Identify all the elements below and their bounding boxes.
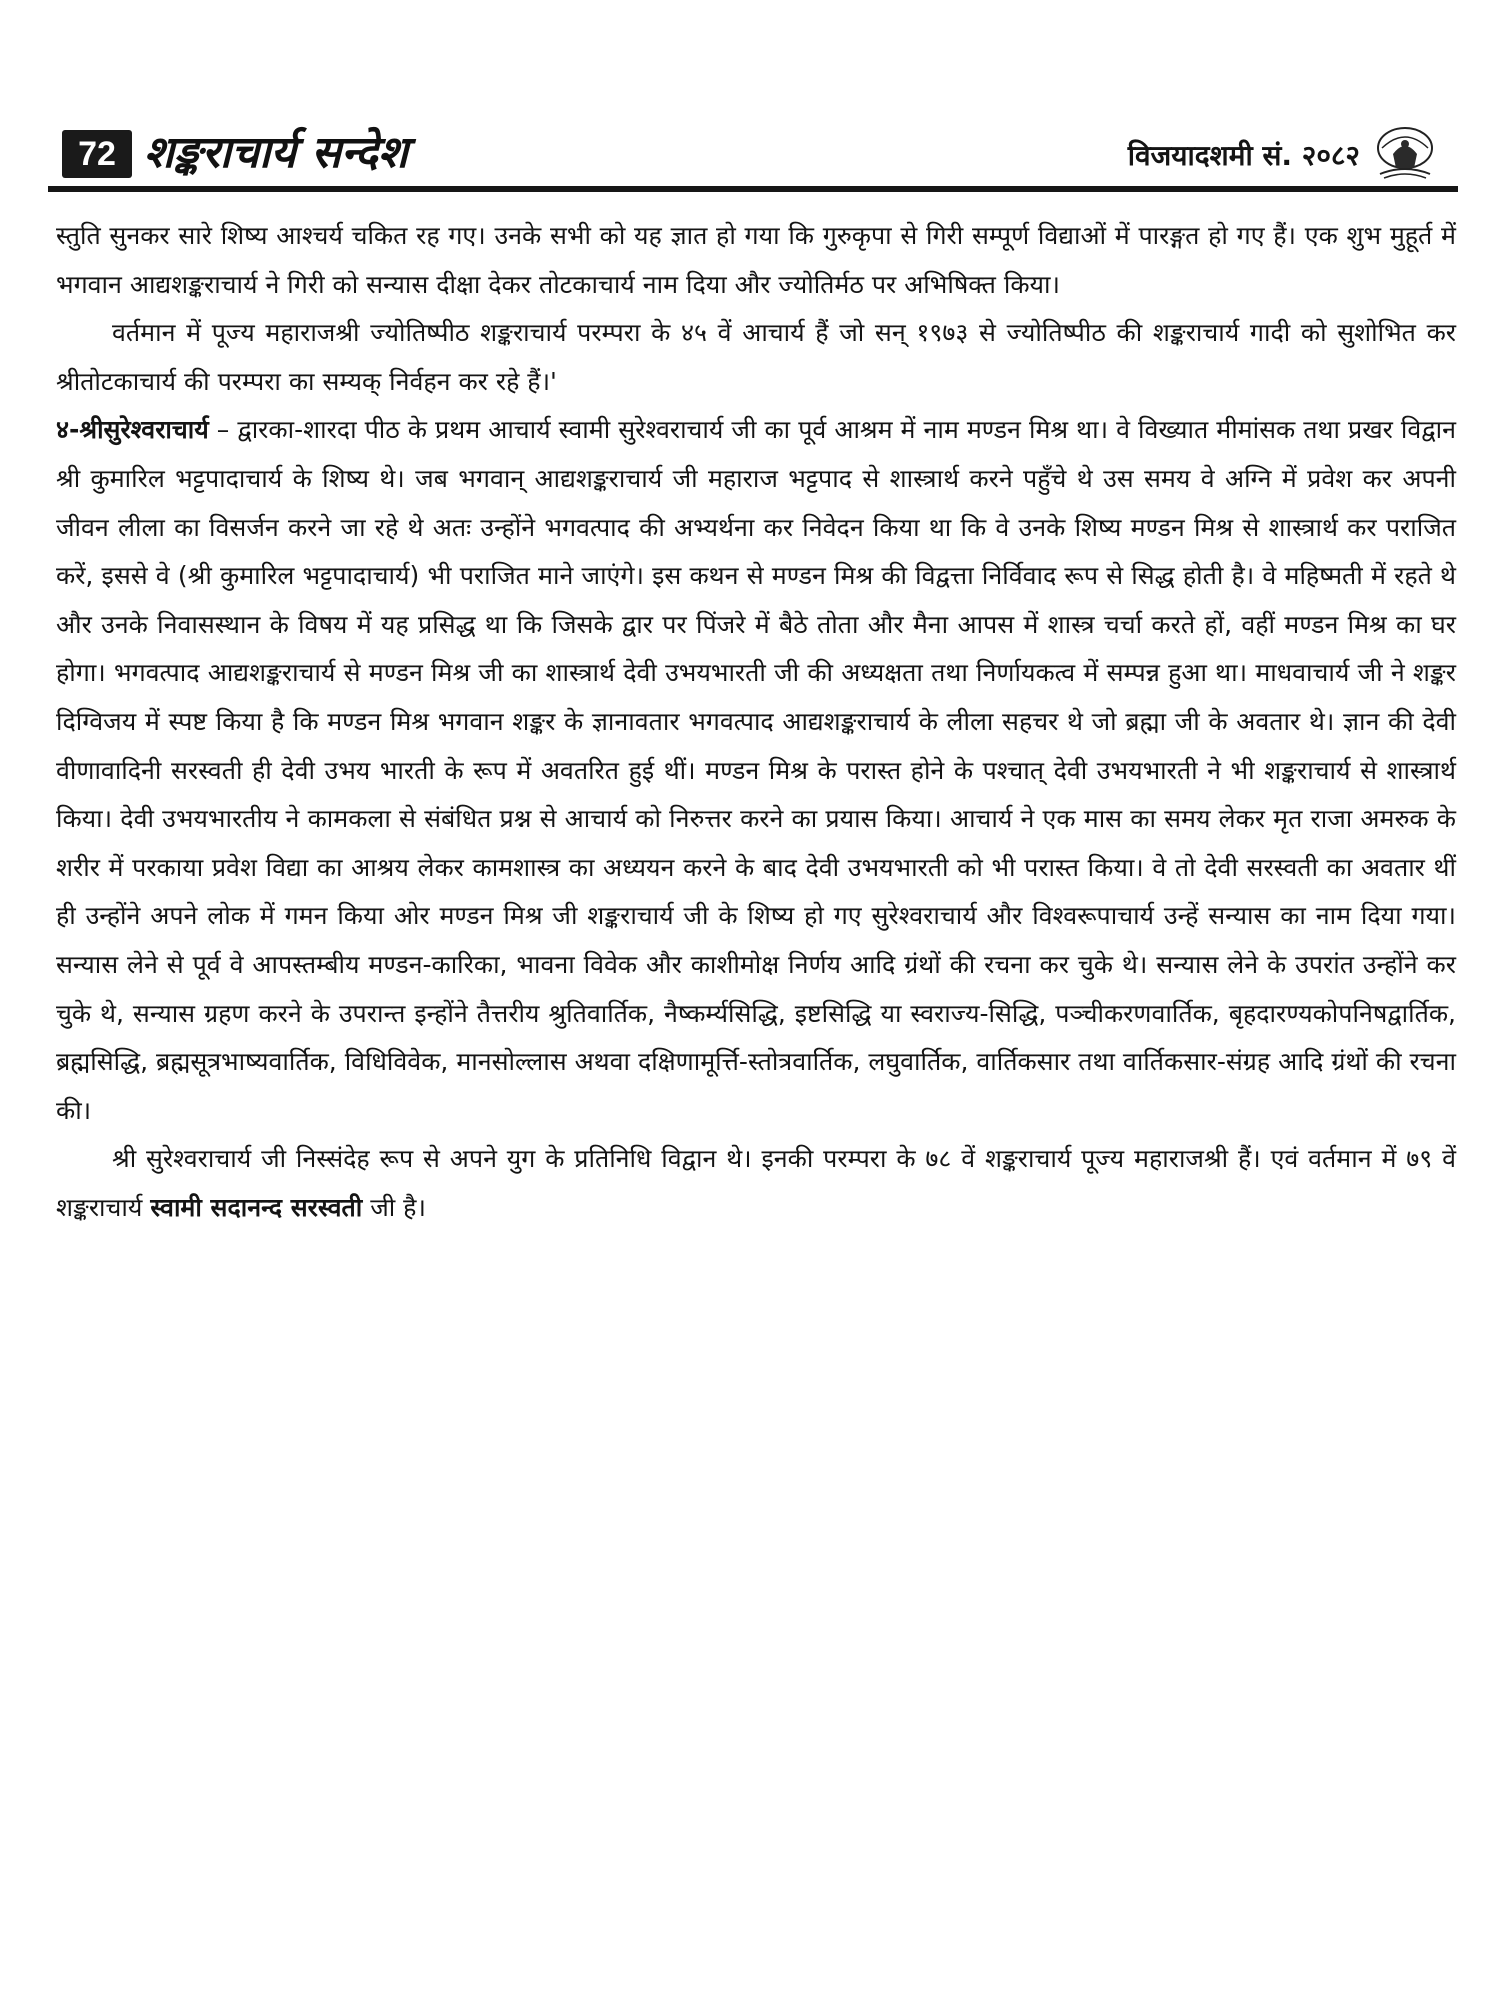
page-number: 72	[62, 130, 132, 178]
paragraph-2: वर्तमान में पूज्य महाराजश्री ज्योतिष्पीठ शङ्कराचार्य परम्परा के ४५ वें आचार्य हैं जो सन् १९७३ से ज्योतिष्पीठ की शङ्कराचार्य गादी को सुशोभित कर श्रीतोटकाचार्य की परम्परा का सम्यक् निर्वहन कर रहे हैं।'	[56, 318, 1456, 396]
article-body	[56, 212, 1456, 1232]
paragraph-4-end: जी है।	[362, 1192, 426, 1222]
paragraph-4-text: श्री सुरेश्वराचार्य जी निस्संदेह रूप से अपने युग के प्रतिनिधि विद्वान थे। इनकी परम्परा के ७८ वें शङ्कराचार्य पूज्य महाराजश्री हैं। एवं वर्तमान में ७९ वें शङ्कराचार्य	[56, 1144, 1456, 1222]
highlighted-name: स्वामी सदानन्द सरस्वती	[150, 1192, 363, 1222]
section-heading: ४-श्रीसुरेश्वराचार्य	[56, 415, 209, 445]
paragraph-3	[56, 406, 1456, 1135]
magazine-title: शङ्कराचार्य सन्देश	[144, 127, 408, 178]
paragraph-1: स्तुति सुनकर सारे शिष्य आश्चर्य चकित रह गए। उनके सभी को यह ज्ञात हो गया कि गुरुकृपा से गिरी सम्पूर्ण विद्याओं में पारङ्गत हो गए हैं। एक शुभ मुहूर्त में भगवान आद्यशङ्कराचार्य ने गिरी को सन्यास दीक्षा देकर तोटकाचार्य नाम दिया और ज्योतिर्मठ पर अभिषिक्त किया।	[56, 221, 1456, 299]
paragraph-4	[56, 1135, 1456, 1232]
page-header	[48, 122, 1458, 184]
issue-label: विजयादशमी सं. २०८२	[1127, 139, 1360, 172]
header-rule	[48, 186, 1458, 192]
emblem-icon	[1374, 124, 1436, 182]
paragraph-3-text: – द्वारका-शारदा पीठ के प्रथम आचार्य स्वामी सुरेश्वराचार्य जी का पूर्व आश्रम में नाम मण्डन मिश्र था। वे विख्यात मीमांसक तथा प्रखर विद्वान श्री कुमारिल भट्टपादाचार्य के शिष्य थे। जब भगवान् आद्यशङ्कराचार्य जी महाराज भट्टपाद से शास्त्रार्थ करने पहुँचे थे उस समय वे अग्नि में प्रवेश कर अपनी जीवन लीला का विसर्जन करने जा रहे थे अतः उन्होंने भगवत्पाद की अभ्यर्थना कर निवेदन किया था कि वे उनके शिष्य मण्डन मिश्र से शास्त्रार्थ कर पराजित करें, इससे वे (श्री कुमारिल भट्टपादाचार्य) भी पराजित माने जाएंगे। इस कथन से मण्डन मिश्र की विद्वत्ता निर्विवाद रूप से सिद्ध होती है। वे महिष्मती में रहते थे और उनके निवासस्थान के विषय में यह प्रसिद्ध था कि जिसके द्वार पर पिंजरे में बैठे तोता और मैना आपस में शास्त्र चर्चा करते हों, वहीं मण्डन मिश्र का घर होगा। भगवत्पाद आद्यशङ्कराचार्य से मण्डन मिश्र जी का शास्त्रार्थ देवी उभयभारती जी की अध्यक्षता तथा निर्णायकत्व में सम्पन्न हुआ था। माधवाचार्य जी ने शङ्कर दिग्विजय में स्पष्ट किया है कि मण्डन मिश्र भगवान शङ्कर के ज्ञानावतार भगवत्पाद आद्यशङ्कराचार्य के लीला सहचर थे जो ब्रह्मा जी के अवतार थे। ज्ञान की देवी वीणावादिनी सरस्वती ही देवी उभय भारती के रूप में अवतरित हुई थीं। मण्डन मिश्र के परास्त होने के पश्चात् देवी उभयभारती ने भी शङ्कराचार्य से शास्त्रार्थ किया। देवी उभयभारतीय ने कामकला से संबंधित प्रश्न से आचार्य को निरुत्तर करने का प्रयास किया। आचार्य ने एक मास का समय लेकर मृत राजा अमरुक के शरीर में परकाया प्रवेश विद्या का आश्रय लेकर कामशास्त्र का अध्ययन करने के बाद देवी उभयभारती को भी परास्त किया। वे तो देवी सरस्वती का अवतार थीं ही उन्होंने अपने लोक में गमन किया ओर मण्डन मिश्र जी शङ्कराचार्य जी के शिष्य हो गए सुरेश्वराचार्य और विश्वरूपाचार्य उन्हें सन्यास का नाम दिया गया। सन्यास लेने से पूर्व वे आपस्तम्बीय मण्डन-कारिका, भावना विवेक और काशीमोक्ष निर्णय आदि ग्रंथों की रचना कर चुके थे। सन्यास लेने के उपरांत उन्होंने कर चुके थे, सन्यास ग्रहण करने के उपरान्त इन्होंने तैत्तरीय श्रुतिवार्तिक, नैष्कर्म्यसिद्धि, इष्टसिद्धि या स्वराज्य-सिद्धि, पञ्चीकरणवार्तिक, बृहदारण्यकोपनिषद्वार्तिक, ब्रह्मसिद्धि, ब्रह्मसूत्रभाष्यवार्तिक, विधिविवेक, मानसोल्लास अथवा दक्षिणामूर्त्ति-स्तोत्रवार्तिक, लघुवार्तिक, वार्तिकसार तथा वार्तिकसार-संग्रह आदि ग्रंथों की रचना की।	[56, 415, 1456, 1125]
